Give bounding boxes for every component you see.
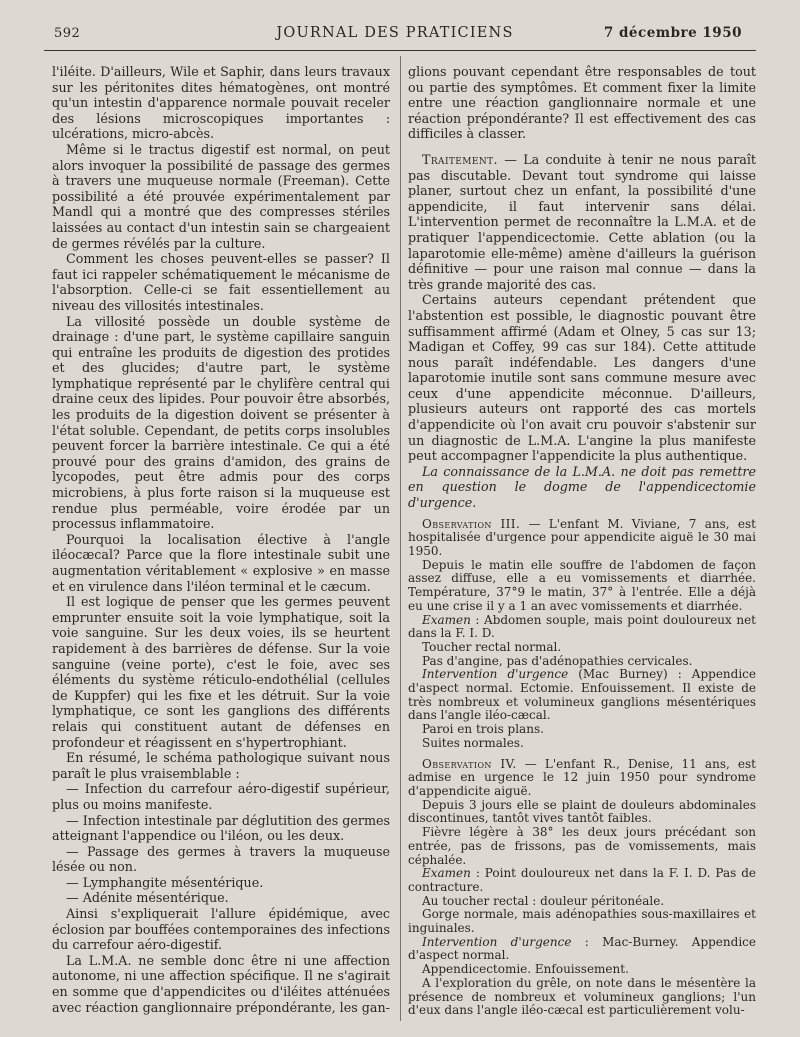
- page-number: 592: [54, 26, 81, 41]
- section-heading: Traitement.: [422, 151, 498, 167]
- list-item: — Infection du carrefour aéro-digestif supérieur, plus ou moins manifeste.: [52, 781, 390, 812]
- issue-date: 7 décembre 1950: [603, 25, 742, 41]
- observation-line: Examen : Abdomen souple, mais point douloureux net dans la F. I. D.: [408, 612, 756, 641]
- journal-title: JOURNAL DES PRATICIENS: [276, 25, 514, 41]
- observation-line: Appendicectomie. Enfouissement.: [422, 962, 629, 977]
- list-item: — Adénite mésentérique.: [66, 890, 229, 906]
- observation-line: Pas d'angine, pas d'adénopathies cervicales.: [422, 653, 693, 668]
- paragraph: Certains auteurs cependant prétendent que l'abstention est possible, le diagnostic pouvant être suffisamment affirmé (Adam et Olney, 5 cas sur 13; Madigan et Coffey, 99 cas sur 184). Cette attitude nous paraît indéfendable. Les dangers d'une laparotomie inutile sont sans commune mesure avec ceux d'une appendicite méconnue. D'ailleurs, plusieurs auteurs ont rapporté des cas mortels d'appendicite où l'on avait cru pouvoir s'abstenir sur un diagnostic de L.M.A. L'angine la plus manifeste peut accompagner l'appendicite la plus authentique.: [408, 292, 756, 464]
- observation-intro: Observation III. — L'enfant M. Viviane, 7 ans, est hospitalisée d'urgence pour appendicite aiguë le 30 mai 1950.: [408, 516, 756, 559]
- paragraph: Pourquoi la localisation élective à l'angle iléocæcal? Parce que la flore intestinale subit une augmentation véritablement « explosive » en masse et en virulence dans l'iléon terminal et le cæcum.: [52, 531, 390, 594]
- list-item: — Infection intestinale par déglutition des germes atteignant l'appendice ou l'iléon, ou les deux.: [52, 812, 390, 844]
- paragraph: l'iléite. D'ailleurs, Wile et Saphir, dans leurs travaux sur les péritonites dites hématogènes, ont montré qu'un intestin d'apparence normale pouvait receler des lésions microscopiques importantes : ulcérations, micro-abcès.: [52, 64, 390, 142]
- observation-line: Intervention d'urgence : Mac-Burney. Appendice d'aspect normal.: [408, 934, 756, 963]
- observation-line: Suites normales.: [422, 735, 524, 750]
- left-column: [52, 64, 390, 1015]
- observation-heading: Observation III.: [422, 516, 521, 531]
- observation-line: Depuis 3 jours elle se plaint de douleurs abdominales discontinues, tantôt vives tantôt faibles.: [408, 797, 756, 826]
- section-text: — La conduite à tenir ne nous paraît pas discutable. Devant tout syndrome qui laisse planer, surtout chez un enfant, la possibilité d'une appendicite, il faut intervenir sans délai. L'intervention permet de reconnaître la L.M.A. et de pratiquer l'appendicectomie. Cette ablation (ou la laparotomie elle-même) amène d'ailleurs la guérison définitive — pour une raison mal connue — dans la très grande majorité des cas.: [408, 151, 756, 292]
- observation-line: A l'exploration du grêle, on note dans le mésentère la présence de nombreux et volumineux ganglions; l'un d'eux dans l'angle iléo-cæcal est particulièrement volu-: [408, 975, 756, 1018]
- conclusion-italic: La connaissance de la L.M.A. ne doit pas remettre en question le dogme de l'appendicectomie d'urgence.: [408, 463, 756, 511]
- header-rule: [44, 50, 756, 51]
- observation-line: Au toucher rectal : douleur péritonéale.: [422, 893, 665, 908]
- paragraph: En résumé, le schéma pathologique suivant nous paraît le plus vraisemblable :: [52, 750, 390, 781]
- column-divider: [400, 56, 401, 1021]
- paragraph: Même si le tractus digestif est normal, on peut alors invoquer la possibilité de passage des germes à travers une muqueuse normale (Freeman). Cette possibilité a été prouvée expérimentalement par Mandl qui a montré que des compresses stériles laissées au contact d'un intestin sain se chargeaient de germes révélés par la culture.: [52, 141, 390, 251]
- paragraph: La villosité possède un double système de drainage : d'une part, le système capillaire sanguin qui entraîne les produits de digestion des protides et des glucides; d'autre part, le système lymphatique représenté par le chylifère central qui draine ceux des lipides. Pour pouvoir être absorbés, les produits de la digestion doivent se présenter à l'état soluble. Cependant, de petits corps insolubles peuvent forcer la barrière intestinale. Ce qui a été prouvé pour des grains d'amidon, des grains de lycopodes, peut être admis pour des corps microbiens, à plus forte raison si la muqueuse est rendue plus perméable, voire érodée par un processus inflammatoire.: [52, 313, 390, 532]
- observation-line: Intervention d'urgence (Mac Burney) : Appendice d'aspect normal. Ectomie. Enfouissement. Il existe de très nombreux et volumineux ganglions mésentériques dans l'angle iléo-cæcal.: [408, 667, 756, 723]
- list-item: — Lymphangite mésentérique.: [66, 874, 264, 890]
- paragraph: glions pouvant cependant être responsables de tout ou partie des symptômes. Et comment fixer la limite entre une réaction ganglionnaire normale et une réaction prépondérante? Il est effectivement des cas difficiles à classer.: [408, 64, 756, 142]
- observation-3: [408, 518, 756, 751]
- observation-line: Fièvre légère à 38° les deux jours précédant son entrée, pas de frissons, pas de vomissements, mais céphalée.: [408, 825, 756, 867]
- paragraph: Ainsi s'expliquerait l'allure épidémique, avec éclosion par bouffées contemporaines des infections du carrefour aéro-digestif.: [52, 906, 390, 953]
- observation-heading: Observation IV.: [422, 756, 517, 771]
- observation-4: [408, 758, 756, 1018]
- observation-line: Paroi en trois plans.: [422, 722, 544, 737]
- paragraph: Comment les choses peuvent-elles se passer? Il faut ici rappeler schématiquement le mécanisme de l'absorption. Celle-ci se fait essentiellement au niveau des villosités intestinales.: [52, 251, 390, 313]
- list-item: — Passage des germes à travers la muqueuse lésée ou non.: [52, 843, 390, 875]
- observation-intro: Observation IV. — L'enfant R., Denise, 11 ans, est admise en urgence le 12 juin 1950 pour syndrome d'appendicite aiguë.: [408, 756, 756, 798]
- paragraph: Il est logique de penser que les germes peuvent emprunter ensuite soit la voie lymphatique, soit la voie sanguine. Sur les deux voies, ils se heurtent rapidement à des barrières de défense. Sur la voie sanguine (veine porte), c'est le foie, avec ses éléments du système réticulo-endothélial (cellules de Kuppfer) qui les fixe et les détruit. Sur la voie lymphatique, ce sont les ganglions des différents relais qui constituent autant de défenses en profondeur et réagissent en s'hypertrophiant.: [52, 594, 390, 750]
- right-column: [408, 64, 756, 1018]
- observation-line: Examen : Point douloureux net dans la F. I. D. Pas de contracture.: [408, 866, 756, 894]
- treatment-section: [408, 152, 756, 292]
- observation-line: Toucher rectal normal.: [422, 639, 562, 654]
- observation-line: Gorge normale, mais adénopathies sous-maxillaires et inguinales.: [408, 907, 756, 936]
- page-header: [40, 22, 750, 44]
- paragraph: La L.M.A. ne semble donc être ni une affection autonome, ni une affection spécifique. Il ne s'agirait en somme que d'appendicites ou d'iléites atténuées avec réaction ganglionnaire prépondérante, les gan-: [52, 952, 390, 1015]
- observation-line: Depuis le matin elle souffre de l'abdomen de façon assez diffuse, elle a eu vomissements et diarrhée. Température, 37°9 le matin, 37° à l'entrée. Elle a déjà eu une crise il y a 1 an avec vomissements et diarrhée.: [408, 557, 756, 613]
